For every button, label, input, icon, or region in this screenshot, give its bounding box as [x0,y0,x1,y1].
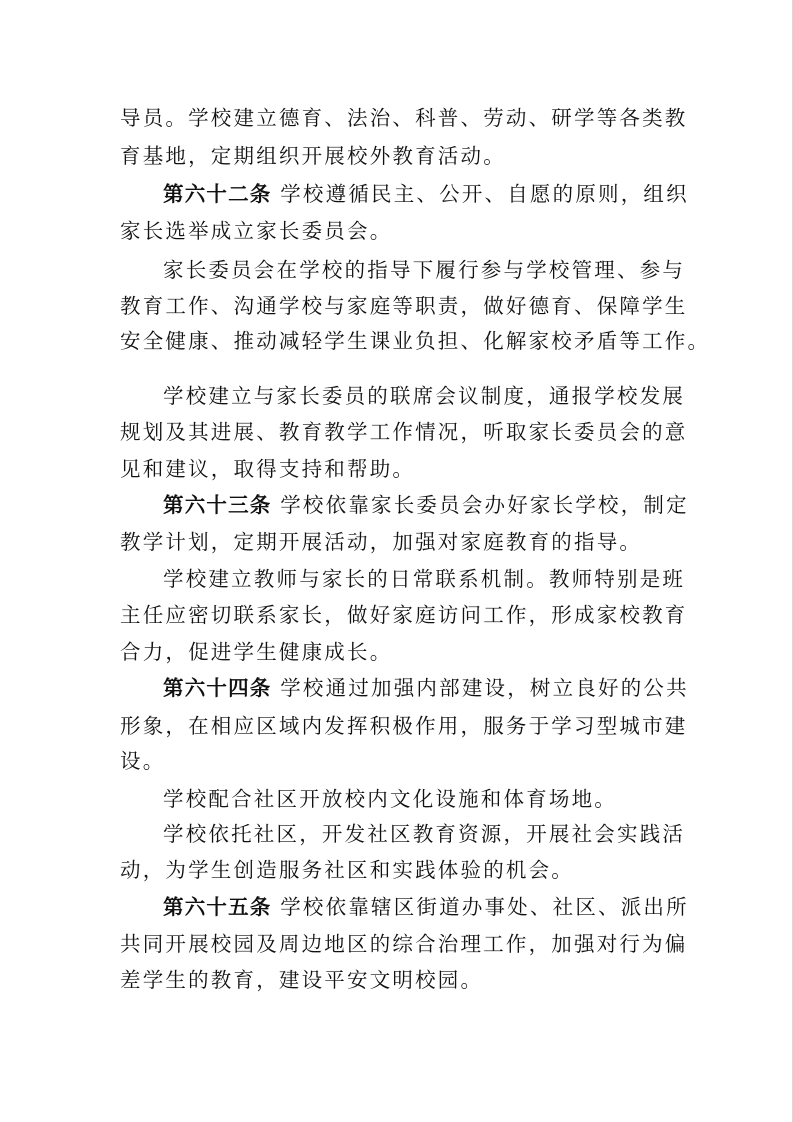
text-line [120,104,688,132]
line-text: 安全健康、推动减轻学生课业负担、化解家校矛盾等工作。 [120,329,711,353]
text-line [120,528,642,556]
line-text: 学校建立教师与家长的日常联系机制。教师特别是班 [163,567,686,591]
article-line [163,893,689,921]
text-line [163,256,685,284]
text-line [120,601,688,629]
article-number: 第六十三条 [163,493,272,517]
line-text: 学校遵循民主、公开、自愿的原则，组织 [280,182,689,206]
line-text: 学校依靠家长委员会办好家长学校，制定 [280,493,689,517]
text-line [163,785,617,813]
text-line [163,382,685,410]
text-line [163,820,685,848]
line-text: 学校建立与家长委员的联席会议制度，通报学校发展 [163,384,686,408]
line-text: 设。 [120,749,166,773]
line-text: 学校配合社区开放校内文化设施和体育场地。 [163,787,617,811]
text-line [120,418,688,446]
line-text: 育基地，定期组织开展校外教育活动。 [120,144,506,168]
line-text: 家长委员会在学校的指导下履行参与学校管理、参与 [163,258,686,282]
line-text: 形象，在相应区域内发挥积极作用，服务于学习型城市建 [120,714,688,738]
article-number: 第六十五条 [163,895,272,919]
article-line [163,674,689,702]
line-text: 主任应密切联系家长，做好家庭访问工作，形成家校教育 [120,603,688,627]
line-text: 教学计划，定期开展活动，加强对家庭教育的指导。 [120,530,643,554]
line-text: 共同开展校园及周边地区的综合治理工作，加强对行为偏 [120,932,688,956]
line-text: 教育工作、沟通学校与家庭等职责，做好德育、保障学生 [120,294,688,318]
line-text: 学校通过加强内部建设，树立良好的公共 [280,676,689,700]
line-text: 动，为学生创造服务社区和实践体验的机会。 [120,858,574,882]
line-text: 见和建议，取得支持和帮助。 [120,457,416,481]
text-line [120,856,574,884]
article-line [163,491,689,519]
line-text: 导员。学校建立德育、法治、科普、劳动、研学等各类教 [120,106,688,130]
text-line [120,455,415,483]
article-number: 第六十二条 [163,182,272,206]
text-line [120,966,483,994]
text-line [120,217,392,245]
text-line [120,327,710,355]
article-line [163,180,689,208]
article-number: 第六十四条 [163,676,272,700]
text-line [120,712,688,740]
text-line [120,930,688,958]
text-line [163,565,685,593]
text-line [120,638,392,666]
text-line [120,142,506,170]
line-text: 家长选举成立家长委员会。 [120,219,393,243]
text-line [120,292,688,320]
line-text: 差学生的教育，建设平安文明校园。 [120,968,484,992]
line-text: 合力，促进学生健康成长。 [120,640,393,664]
line-text: 学校依靠辖区街道办事处、社区、派出所 [280,895,689,919]
line-text: 规划及其进展、教育教学工作情况，听取家长委员会的意 [120,420,688,444]
line-text: 学校依托社区，开发社区教育资源，开展社会实践活 [163,822,686,846]
text-line [120,747,165,775]
